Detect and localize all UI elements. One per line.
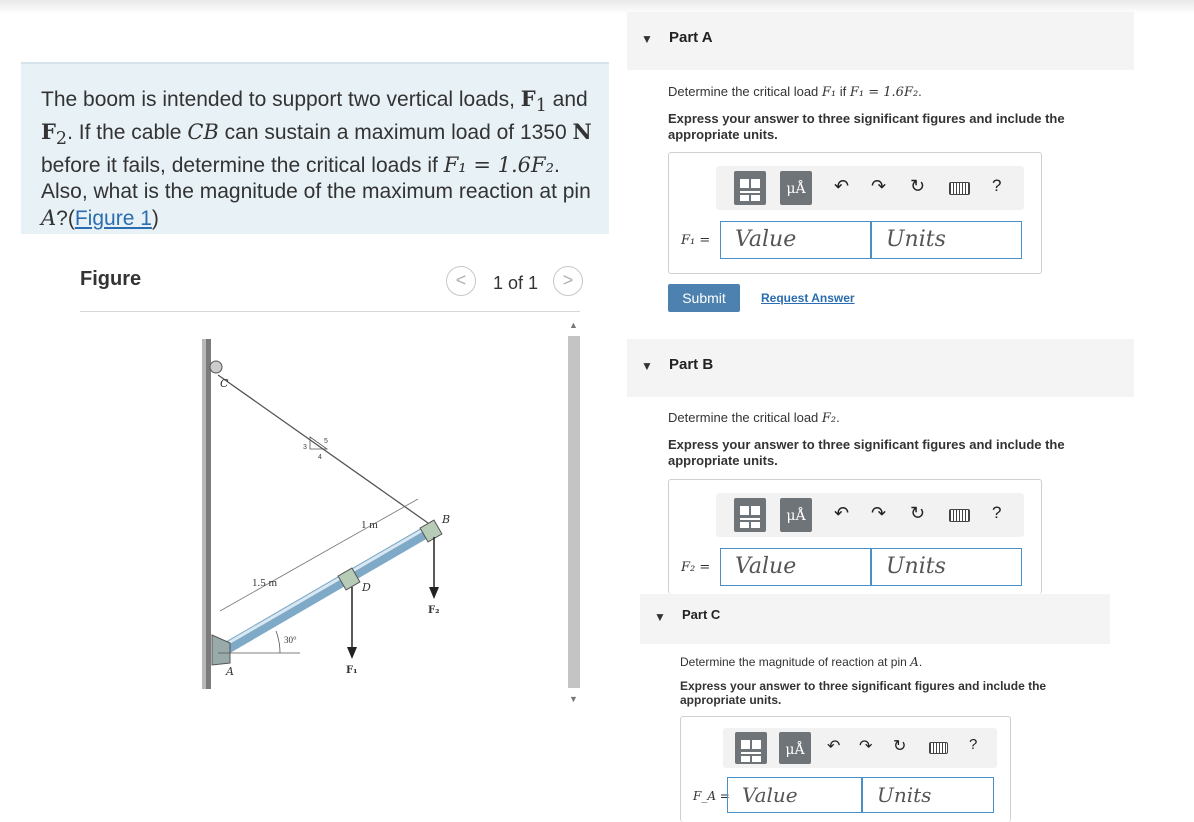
figure-page-count: 1 of 1 — [493, 273, 539, 293]
figure-link[interactable]: Figure 1 — [74, 207, 152, 231]
collapse-triangle-icon[interactable]: ▼ — [641, 359, 653, 373]
force-f1-arrow — [347, 647, 357, 659]
part-b-title: Part B — [669, 356, 714, 373]
figure-divider — [80, 311, 580, 312]
help-icon[interactable]: ? — [992, 176, 1002, 195]
wall-shade — [202, 339, 206, 689]
force-f2-arrow — [429, 587, 439, 599]
problem-statement — [21, 62, 609, 234]
dim-line-1 — [220, 543, 340, 611]
help-icon[interactable]: ? — [969, 736, 978, 753]
label-1-5m: 1.5 m — [252, 577, 278, 589]
part-b-header[interactable] — [627, 339, 1134, 397]
prev-figure-button[interactable] — [446, 266, 476, 296]
problem-text: The boom is intended to support two vertical loads, $F_1$ and $F_2$. If the cable CB can sustain a maximum load of 1350 N before it fails, determine the critical loads if F₁ = 1.6F₂. Also, what is the magnitude of the maximum reaction at pin A?(Figure 1) — [41, 86, 592, 231]
submit-button[interactable]: Submit — [668, 284, 740, 312]
figure-scrollbar[interactable] — [567, 318, 581, 706]
part-a-variable-label: F₁ = — [681, 233, 711, 248]
redo-icon[interactable]: ↷ — [859, 738, 873, 755]
part-c-toolbar — [723, 728, 997, 768]
undo-icon[interactable]: ↶ — [834, 503, 850, 523]
boom-highlight — [218, 527, 428, 649]
units-icon[interactable]: μÅ — [779, 732, 811, 764]
templates-icon[interactable] — [735, 732, 767, 764]
part-c-question: Determine the magnitude of reaction at pin A. — [680, 655, 923, 669]
templates-icon[interactable] — [734, 498, 766, 532]
slope-label-3: 3 — [303, 444, 307, 451]
reset-icon[interactable]: ↻ — [910, 176, 926, 196]
part-b-units-input[interactable]: Units — [871, 548, 1022, 586]
slope-label-5: 5 — [324, 438, 328, 445]
part-a-instruction: Express your answer to three significant figures and include the appropriate units. — [668, 111, 1065, 142]
label-d: D — [362, 581, 371, 594]
units-icon[interactable]: μÅ — [780, 171, 812, 205]
part-a-value-input[interactable]: Value — [720, 221, 871, 259]
label-1m: 1 m — [361, 519, 378, 531]
part-a-header[interactable] — [627, 12, 1134, 70]
part-c-units-input[interactable]: Units — [862, 777, 994, 813]
part-c-title: Part C — [682, 607, 721, 622]
part-a-question: Determine the critical load F₁ if F₁ = 1.6F₂. — [668, 84, 922, 100]
pin-c — [210, 361, 222, 373]
help-icon[interactable]: ? — [992, 503, 1002, 522]
part-c-value-input[interactable]: Value — [727, 777, 862, 813]
part-b-question: Determine the critical load F₂. — [668, 410, 840, 426]
reset-icon[interactable]: ↻ — [910, 503, 926, 523]
part-a-units-input[interactable]: Units — [871, 221, 1022, 259]
keyboard-icon[interactable] — [949, 509, 970, 522]
part-a-toolbar — [716, 166, 1024, 210]
collapse-triangle-icon[interactable]: ▼ — [654, 610, 666, 624]
keyboard-icon[interactable] — [949, 182, 970, 195]
dim-line-2 — [340, 499, 418, 543]
part-a-title: Part A — [669, 29, 713, 46]
scroll-thumb[interactable] — [568, 336, 580, 688]
scroll-up-icon[interactable]: ▲ — [569, 320, 578, 330]
part-b-variable-label: F₂ = — [681, 560, 711, 575]
scroll-down-icon[interactable]: ▼ — [569, 694, 578, 704]
label-angle: 30° — [284, 635, 297, 645]
part-c-variable-label: F_A = — [693, 789, 730, 803]
part-b-value-input[interactable]: Value — [720, 548, 871, 586]
pin-a-bracket — [212, 635, 230, 665]
part-c-header[interactable] — [640, 594, 1110, 644]
keyboard-icon[interactable] — [929, 742, 948, 754]
units-icon[interactable]: μÅ — [780, 498, 812, 532]
next-figure-button[interactable] — [553, 266, 583, 296]
chevron-right-icon: > — [562, 270, 574, 290]
part-c-instruction: Express your answer to three significant figures and include the appropriate units. — [680, 679, 1047, 707]
undo-icon[interactable]: ↶ — [827, 738, 841, 755]
part-b-answer-box — [668, 479, 1042, 594]
part-c-answer-box — [680, 716, 1011, 822]
label-f1: F₁ — [346, 665, 358, 676]
templates-icon[interactable] — [734, 171, 766, 205]
chevron-left-icon: < — [455, 270, 467, 290]
reset-icon[interactable]: ↻ — [893, 738, 907, 755]
part-b-instruction: Express your answer to three significant figures and include the appropriate units. — [668, 437, 1065, 468]
label-a: A — [226, 665, 234, 678]
wall — [206, 339, 211, 689]
part-a-answer-box — [668, 152, 1042, 274]
boom-figure — [190, 325, 490, 695]
collapse-triangle-icon[interactable]: ▼ — [641, 32, 653, 46]
slope-label-4: 4 — [318, 454, 322, 461]
angle-arc — [276, 631, 280, 653]
label-c: C — [220, 377, 229, 390]
label-f2: F₂ — [428, 605, 440, 616]
undo-icon[interactable]: ↶ — [834, 176, 850, 196]
redo-icon[interactable]: ↷ — [871, 176, 887, 196]
boom — [218, 531, 428, 653]
label-b: B — [442, 513, 451, 526]
redo-icon[interactable]: ↷ — [871, 503, 887, 523]
request-answer-link[interactable]: Request Answer — [761, 291, 855, 305]
part-b-toolbar — [716, 493, 1024, 537]
figure-title: Figure — [80, 268, 142, 290]
